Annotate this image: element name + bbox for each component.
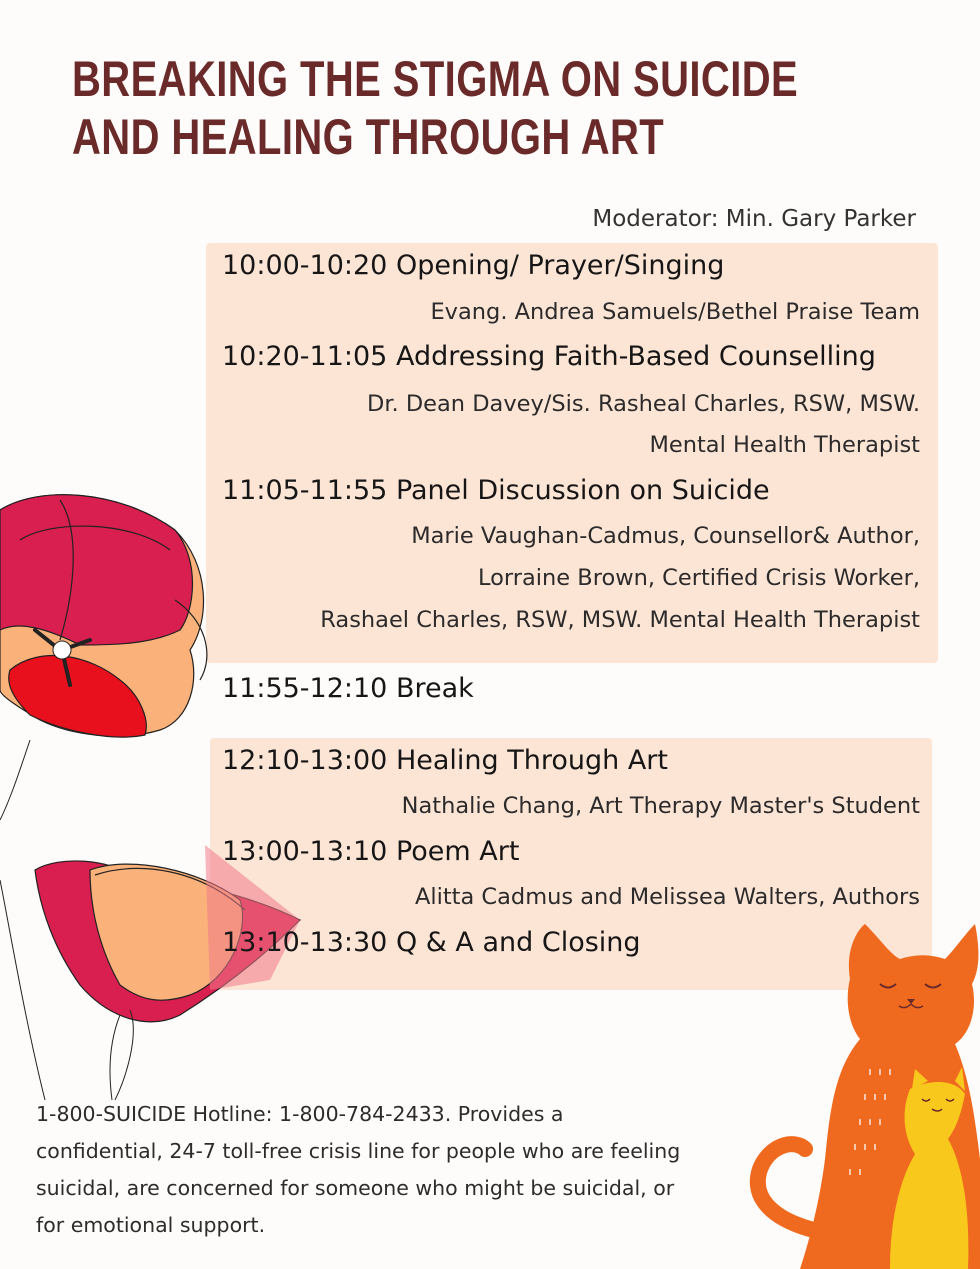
speaker-line: Mental Health Therapist bbox=[649, 432, 920, 458]
speaker-line: Evang. Andrea Samuels/Bethel Praise Team bbox=[430, 299, 920, 325]
session-healing-art: 12:10-13:00 Healing Through Art bbox=[222, 745, 668, 776]
hotline-line: for emotional support. bbox=[36, 1213, 266, 1237]
speaker-line: Alitta Cadmus and Melissea Walters, Authors bbox=[414, 884, 920, 910]
session-panel-discussion: 11:05-11:55 Panel Discussion on Suicide bbox=[222, 475, 770, 506]
session-break: 11:55-12:10 Break bbox=[222, 673, 474, 704]
hotline-line: confidential, 24-7 toll-free crisis line for people who are feeling bbox=[36, 1139, 681, 1163]
speaker-line: Rashael Charles, RSW, MSW. Mental Health Therapist bbox=[320, 607, 920, 633]
speaker-line: Lorraine Brown, Certified Crisis Worker, bbox=[477, 565, 920, 591]
title-line-2: AND HEALING THROUGH ART bbox=[72, 109, 665, 165]
page-title bbox=[72, 50, 798, 166]
session-opening: 10:00-10:20 Opening/ Prayer/Singing bbox=[222, 250, 725, 281]
cats-illustration bbox=[740, 919, 980, 1269]
title-line-1: BREAKING THE STIGMA ON SUICIDE bbox=[72, 51, 799, 107]
hotline-note bbox=[36, 1096, 756, 1244]
speaker-line: Nathalie Chang, Art Therapy Master's Student bbox=[401, 793, 920, 819]
flower-illustration bbox=[0, 480, 330, 1100]
session-closing: 13:10-13:30 Q & A and Closing bbox=[222, 927, 641, 958]
moderator-label: Moderator: Min. Gary Parker bbox=[592, 206, 916, 232]
speaker-line: Marie Vaughan-Cadmus, Counsellor& Author, bbox=[411, 523, 920, 549]
session-counselling: 10:20-11:05 Addressing Faith-Based Counselling bbox=[222, 341, 876, 372]
hotline-line: suicidal, are concerned for someone who might be suicidal, or bbox=[36, 1176, 675, 1200]
session-poem-art: 13:00-13:10 Poem Art bbox=[222, 836, 520, 867]
hotline-line: 1-800-SUICIDE Hotline: 1-800-784-2433. Provides a bbox=[36, 1102, 564, 1126]
speaker-line: Dr. Dean Davey/Sis. Rasheal Charles, RSW, MSW. bbox=[367, 391, 920, 417]
